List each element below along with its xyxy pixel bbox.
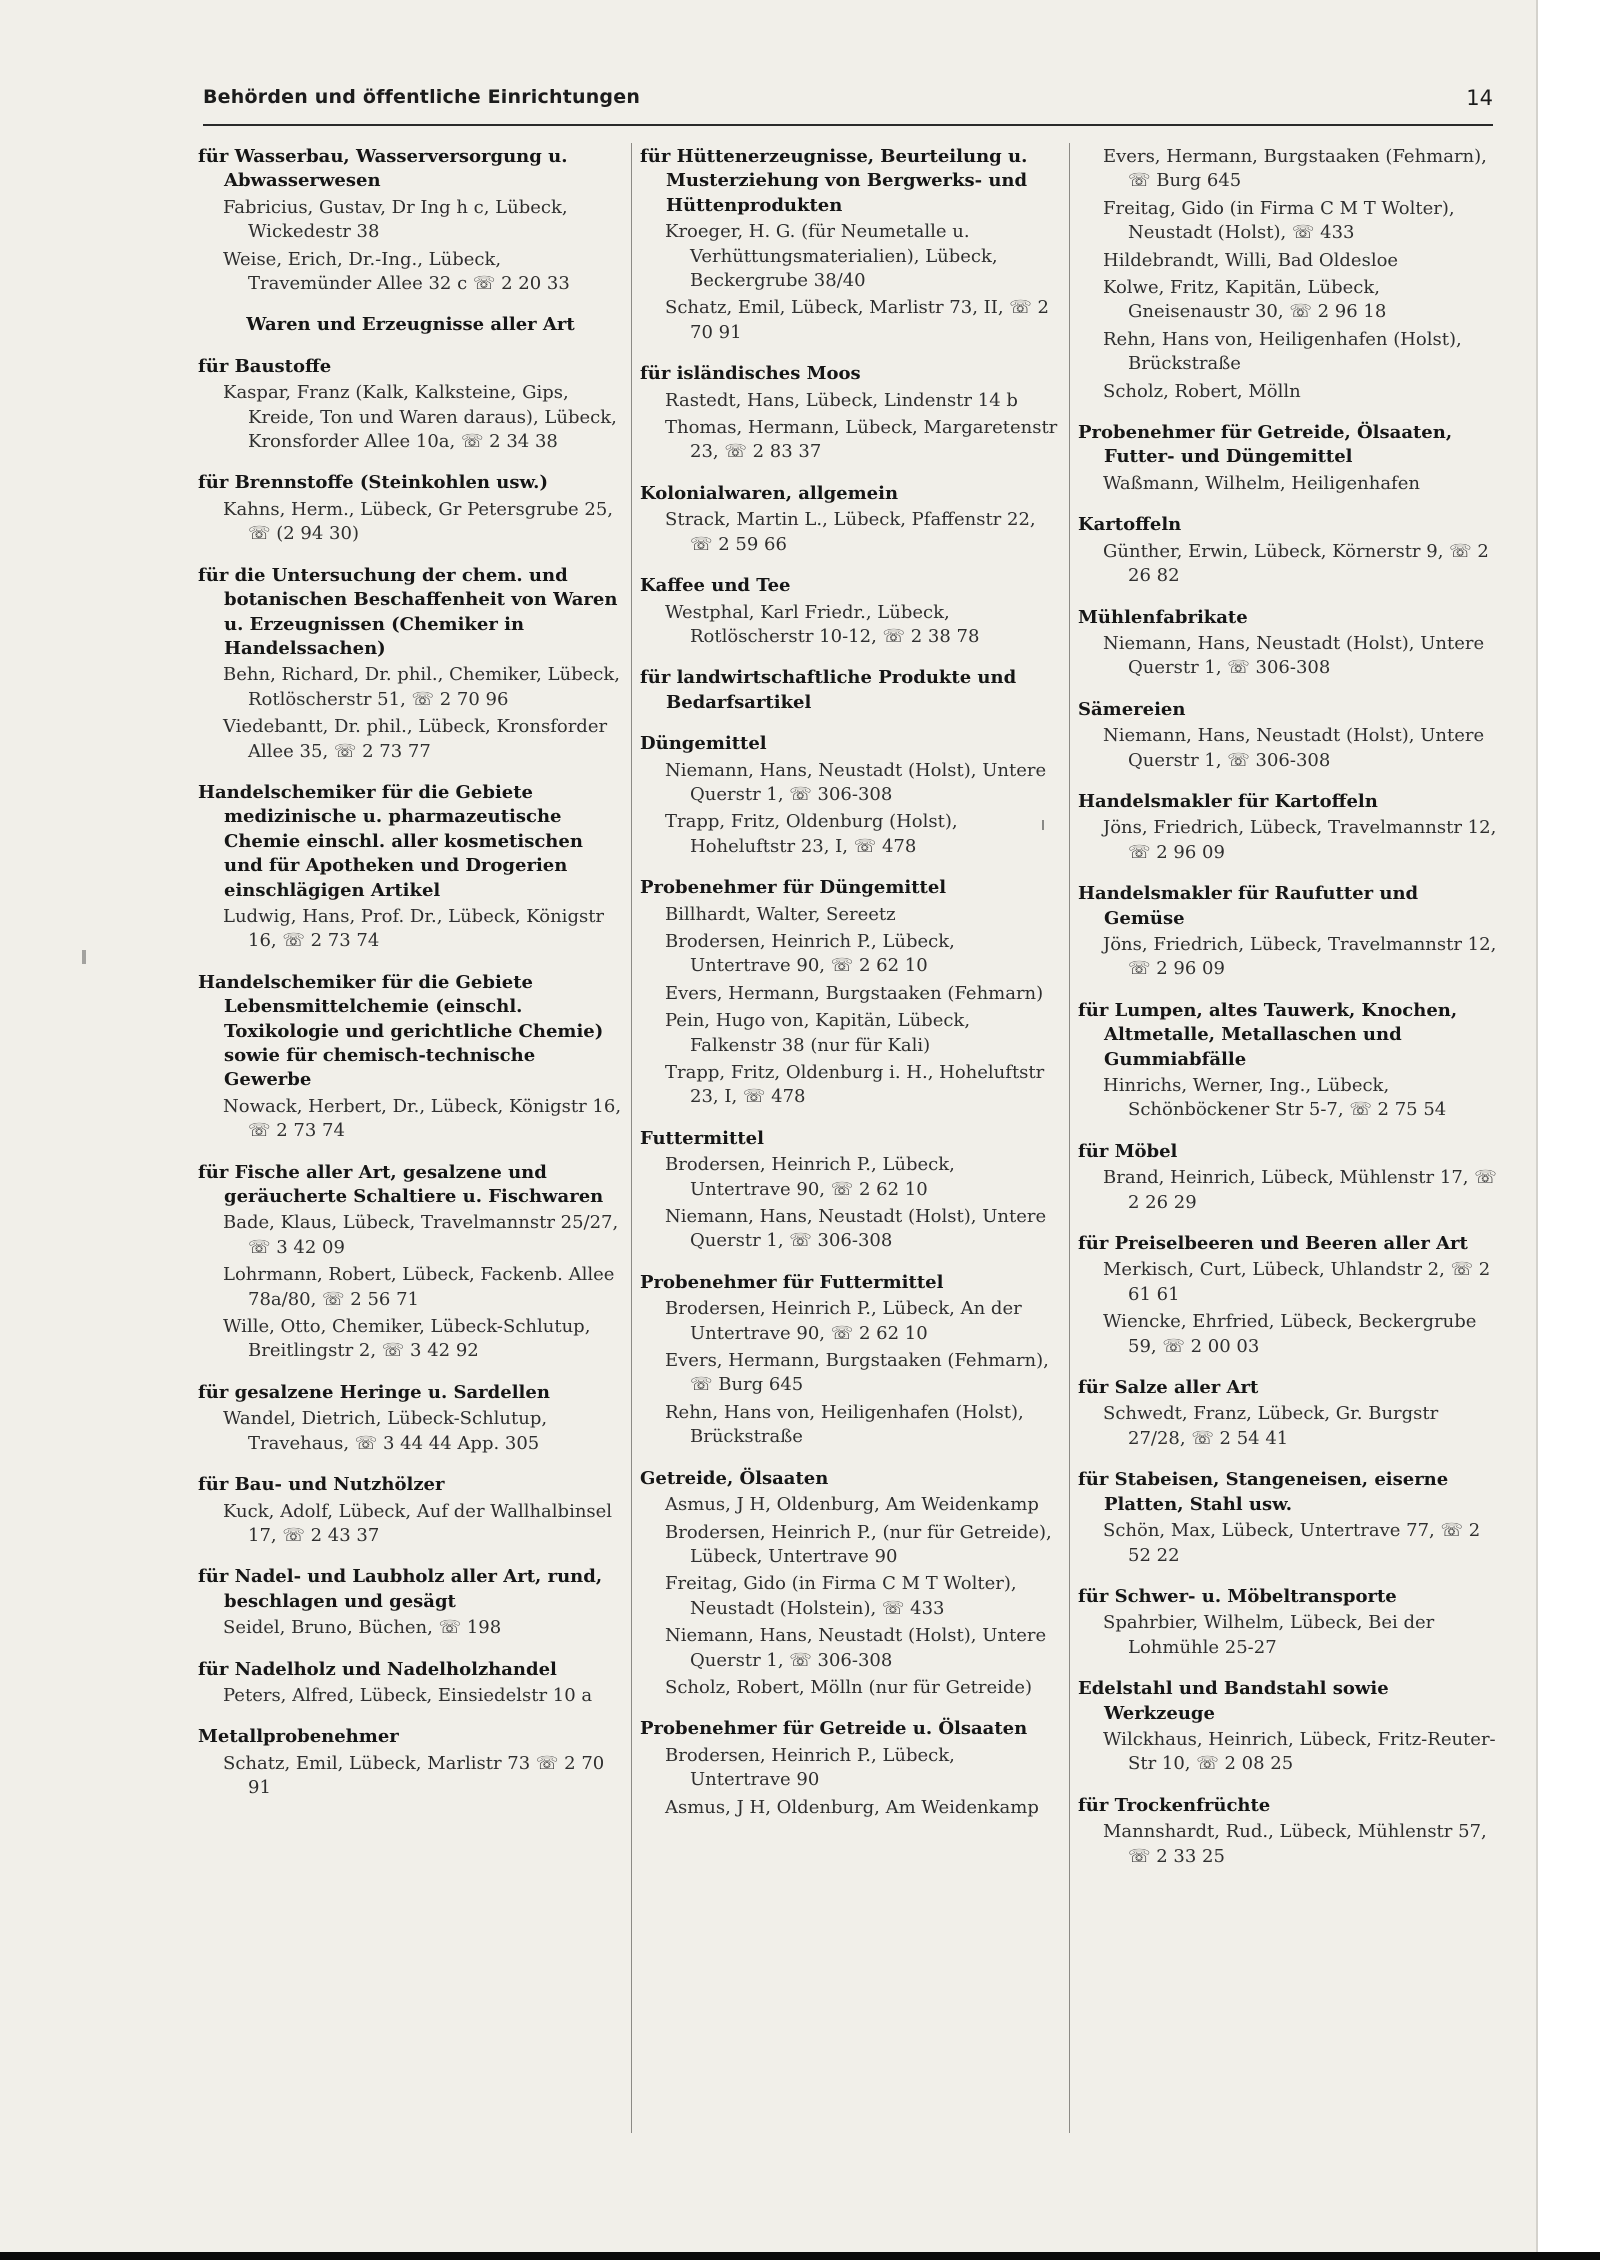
directory-entry: Schatz, Emil, Lübeck, Marlistr 73 ☏ 2 70 91 <box>223 1752 605 1799</box>
directory-entry: Schön, Max, Lübeck, Untertrave 77, ☏ 2 52 22 <box>1103 1520 1481 1566</box>
column-divider <box>1069 143 1070 2133</box>
directory-entry: Evers, Hermann, Burgstaaken (Fehmarn), ☏ Burg 645 <box>665 1350 1049 1396</box>
section-heading: für Fische aller Art, gesalzene und geräucherte Schaltiere u. Fischwaren <box>198 1161 604 1208</box>
page-title: Behörden und öffentliche Einrichtungen <box>203 86 641 108</box>
directory-entry: Hildebrandt, Willi, Bad Oldesloe <box>1103 249 1399 271</box>
directory-section <box>198 1161 623 1364</box>
directory-entry: Asmus, J H, Oldenburg, Am Weidenkamp <box>665 1796 1039 1818</box>
directory-entry: Weise, Erich, Dr.-Ing., Lübeck, Travemünder Allee 32 c ☏ 2 20 33 <box>223 248 570 295</box>
directory-section <box>1078 698 1500 773</box>
directory-entry: Bade, Klaus, Lübeck, Travelmannstr 25/27, ☏ 3 42 09 <box>223 1212 619 1258</box>
directory-entry: Seidel, Bruno, Büchen, ☏ 198 <box>223 1617 502 1639</box>
directory-section <box>198 1658 623 1709</box>
scan-margin-right <box>1538 0 1600 2260</box>
directory-entry: Westphal, Karl Friedr., Lübeck, Rotlöscherstr 10-12, ☏ 2 38 78 <box>665 601 980 647</box>
section-heading: Edelstahl und Bandstahl sowie Werkzeuge <box>1078 1678 1389 1724</box>
directory-entry: Freitag, Gido (in Firma C M T Wolter), Neustadt (Holst), ☏ 433 <box>1103 197 1455 244</box>
directory-entry: Trapp, Fritz, Oldenburg i. H., Hoheluftstr 23, I, ☏ 478 <box>665 1062 1045 1108</box>
directory-section <box>1078 1140 1500 1215</box>
directory-entry: Strack, Martin L., Lübeck, Pfaffenstr 22, ☏ 2 59 66 <box>665 509 1036 555</box>
directory-entry: Viedebantt, Dr. phil., Lübeck, Kronsforder Allee 35, ☏ 2 73 77 <box>223 716 608 762</box>
directory-entry: Spahrbier, Wilhelm, Lübeck, Bei der Lohmühle 25-27 <box>1103 1612 1435 1658</box>
section-heading: Handelschemiker für die Gebiete medizinische u. pharmazeutische Chemie einschl. aller kosmetischen und für Apotheken und Drogerien einschlägigen Artikel <box>198 781 583 901</box>
directory-entry: Brodersen, Heinrich P., Lübeck, Untertrave 90, ☏ 2 62 10 <box>665 1154 955 1200</box>
directory-entry: Kuck, Adolf, Lübeck, Auf der Wallhalbinsel 17, ☏ 2 43 37 <box>223 1500 613 1546</box>
section-heading: Probenehmer für Getreide u. Ölsaaten <box>640 1718 1028 1740</box>
section-heading: für Salze aller Art <box>1078 1377 1259 1399</box>
section-heading: Handelsmakler für Raufutter und Gemüse <box>1078 883 1419 929</box>
directory-section <box>1078 1232 1500 1359</box>
directory-section <box>198 564 623 764</box>
directory-entry: Niemann, Hans, Neustadt (Holst), Untere Querstr 1, ☏ 306-308 <box>1103 725 1485 771</box>
column-3 <box>1078 145 1500 1886</box>
directory-section <box>1078 1794 1500 1869</box>
directory-section <box>1078 999 1500 1123</box>
section-heading: für Brennstoffe (Steinkohlen usw.) <box>198 472 548 494</box>
directory-section <box>198 781 623 954</box>
scan-speck <box>82 950 86 964</box>
directory-entry: Peters, Alfred, Lübeck, Einsiedelstr 10 a <box>223 1684 593 1706</box>
directory-entry: Günther, Erwin, Lübeck, Körnerstr 9, ☏ 2 26 82 <box>1103 540 1489 587</box>
directory-section <box>640 1127 1060 1254</box>
section-heading: Futtermittel <box>640 1127 764 1149</box>
directory-section <box>640 1717 1060 1820</box>
directory-entry: Hinrichs, Werner, Ing., Lübeck, Schönböckener Str 5-7, ☏ 2 75 54 <box>1103 1075 1447 1121</box>
directory-section <box>1078 145 1500 404</box>
directory-section <box>640 876 1060 1110</box>
section-heading: für isländisches Moos <box>640 363 861 385</box>
directory-section <box>1078 882 1500 982</box>
directory-entry: Wille, Otto, Chemiker, Lübeck-Schlutup, Breitlingstr 2, ☏ 3 42 92 <box>223 1316 591 1362</box>
section-heading: für die Untersuchung der chem. und botanischen Beschaffenheit von Waren u. Erzeugnissen (Chemiker in Handelssachen) <box>198 564 618 659</box>
directory-entry: Wandel, Dietrich, Lübeck-Schlutup, Travehaus, ☏ 3 44 44 App. 305 <box>223 1408 548 1454</box>
directory-entry: Brodersen, Heinrich P., Lübeck, An der Untertrave 90, ☏ 2 62 10 <box>665 1298 1022 1344</box>
directory-section <box>198 971 623 1144</box>
scan-margin-bottom <box>0 2252 1600 2260</box>
section-heading: für Nadelholz und Nadelholzhandel <box>198 1658 557 1680</box>
section-heading: für Nadel- und Laubholz aller Art, rund, beschlagen und gesägt <box>198 1566 603 1612</box>
directory-entry: Jöns, Friedrich, Lübeck, Travelmannstr 12, ☏ 2 96 09 <box>1103 933 1497 980</box>
directory-section <box>1078 1585 1500 1660</box>
directory-entry: Billhardt, Walter, Sereetz <box>665 903 896 925</box>
directory-entry: Evers, Hermann, Burgstaaken (Fehmarn), ☏ Burg 645 <box>1103 146 1487 192</box>
section-heading: für Preiselbeeren und Beeren aller Art <box>1078 1233 1468 1255</box>
section-heading: für Wasserbau, Wasserversorgung u. Abwasserwesen <box>198 146 568 192</box>
section-heading: Kolonialwaren, allgemein <box>640 482 899 504</box>
section-heading: Handelschemiker für die Gebiete Lebensmittelchemie (einschl. Toxikologie und gerichtliche Chemie) sowie für chemisch-technische Gewerbe <box>198 971 604 1091</box>
directory-section <box>1078 1677 1500 1777</box>
section-heading: für Hüttenerzeugnisse, Beurteilung u. Musterziehung von Bergwerks- und Hüttenprodukten <box>640 146 1028 216</box>
directory-entry: Fabricius, Gustav, Dr Ing h c, Lübeck, Wickedestr 38 <box>223 196 568 243</box>
directory-section <box>1078 1468 1500 1568</box>
directory-entry: Rehn, Hans von, Heiligenhafen (Holst), Brückstraße <box>665 1401 1024 1448</box>
directory-entry: Merkisch, Curt, Lübeck, Uhlandstr 2, ☏ 2 61 61 <box>1103 1259 1491 1305</box>
section-heading: Handelsmakler für Kartoffeln <box>1078 790 1378 812</box>
directory-section <box>1078 421 1500 496</box>
directory-entry: Behn, Richard, Dr. phil., Chemiker, Lübeck, Rotlöscherstr 51, ☏ 2 70 96 <box>223 664 620 710</box>
directory-entry: Schwedt, Franz, Lübeck, Gr. Burgstr 27/28, ☏ 2 54 41 <box>1103 1403 1439 1449</box>
directory-section <box>198 1725 623 1800</box>
section-heading: Düngemittel <box>640 733 767 755</box>
directory-entry: Brand, Heinrich, Lübeck, Mühlenstr 17, ☏ 2 26 29 <box>1103 1167 1497 1213</box>
directory-section <box>640 1467 1060 1701</box>
directory-section <box>1078 513 1500 588</box>
directory-section <box>198 1565 623 1640</box>
section-heading: Mühlenfabrikate <box>1078 606 1248 628</box>
running-header <box>203 84 1493 120</box>
directory-entry: Wilckhaus, Heinrich, Lübeck, Fritz-Reuter-Str 10, ☏ 2 08 25 <box>1103 1728 1496 1775</box>
directory-section <box>640 482 1060 557</box>
directory-section <box>640 1271 1060 1450</box>
column-2 <box>640 145 1060 1837</box>
directory-section <box>1078 1376 1500 1451</box>
directory-entry: Mannshardt, Rud., Lübeck, Mühlenstr 57, ☏ 2 33 25 <box>1103 1821 1487 1867</box>
header-rule <box>203 124 1493 126</box>
directory-section <box>198 145 623 296</box>
directory-entry: Rastedt, Hans, Lübeck, Lindenstr 14 b <box>665 389 1018 411</box>
directory-entry: Wiencke, Ehrfried, Lübeck, Beckergrube 59, ☏ 2 00 03 <box>1103 1311 1477 1357</box>
section-heading: für Lumpen, altes Tauwerk, Knochen, Altmetalle, Metallaschen und Gummiabfälle <box>1078 999 1458 1070</box>
directory-entry: Kaspar, Franz (Kalk, Kalksteine, Gips, Kreide, Ton und Waren daraus), Lübeck, Kronsforder Allee 10a, ☏ 2 34 38 <box>223 382 617 453</box>
directory-entry: Nowack, Herbert, Dr., Lübeck, Königstr 16, ☏ 2 73 74 <box>223 1095 622 1142</box>
directory-section <box>198 355 623 455</box>
directory-entry: Scholz, Robert, Mölln <box>1103 380 1301 402</box>
section-heading: für Möbel <box>1078 1140 1178 1162</box>
directory-section <box>640 145 1060 345</box>
directory-entry: Brodersen, Heinrich P., Lübeck, Untertrave 90, ☏ 2 62 10 <box>665 930 955 977</box>
page-number: 14 <box>1466 86 1493 110</box>
section-heading: Waren und Erzeugnisse aller Art <box>246 314 575 336</box>
directory-entry: Lohrmann, Robert, Lübeck, Fackenb. Allee 78a/80, ☏ 2 56 71 <box>223 1264 615 1310</box>
directory-entry: Scholz, Robert, Mölln (nur für Getreide) <box>665 1676 1033 1698</box>
section-heading: Kaffee und Tee <box>640 575 791 597</box>
directory-section <box>640 666 1060 715</box>
directory-entry: Rehn, Hans von, Heiligenhafen (Holst), Brückstraße <box>1103 328 1462 375</box>
section-heading: Probenehmer für Getreide, Ölsaaten, Futter- und Düngemittel <box>1078 422 1453 468</box>
directory-entry: Trapp, Fritz, Oldenburg (Holst), Hoheluftstr 23, I, ☏ 478 <box>665 811 958 857</box>
directory-entry: Waßmann, Wilhelm, Heiligenhafen <box>1103 472 1420 494</box>
directory-entry: Niemann, Hans, Neustadt (Holst), Untere Querstr 1, ☏ 306-308 <box>665 759 1047 805</box>
section-heading: Getreide, Ölsaaten <box>640 1467 829 1489</box>
directory-entry: Brodersen, Heinrich P., Lübeck, Untertrave 90 <box>665 1744 955 1791</box>
section-heading: Probenehmer für Düngemittel <box>640 877 947 899</box>
directory-entry: Asmus, J H, Oldenburg, Am Weidenkamp <box>665 1494 1039 1516</box>
directory-entry: Brodersen, Heinrich P., (nur für Getreide), Lübeck, Untertrave 90 <box>665 1521 1052 1567</box>
directory-section <box>640 362 1060 465</box>
section-heading: für Stabeisen, Stangeneisen, eiserne Platten, Stahl usw. <box>1078 1469 1449 1515</box>
directory-entry: Thomas, Hermann, Lübeck, Margaretenstr 23, ☏ 2 83 37 <box>665 417 1058 463</box>
section-heading: für Baustoffe <box>198 355 332 377</box>
directory-entry: Kahns, Herm., Lübeck, Gr Petersgrube 25, ☏ (2 94 30) <box>223 498 614 545</box>
directory-entry: Niemann, Hans, Neustadt (Holst), Untere Querstr 1, ☏ 306-308 <box>665 1206 1047 1252</box>
directory-entry: Jöns, Friedrich, Lübeck, Travelmannstr 12, ☏ 2 96 09 <box>1103 817 1497 863</box>
directory-entry: Ludwig, Hans, Prof. Dr., Lübeck, Königstr 16, ☏ 2 73 74 <box>223 905 605 952</box>
section-heading: für Schwer- u. Möbeltransporte <box>1078 1585 1397 1607</box>
directory-section <box>640 574 1060 649</box>
directory-entry: Pein, Hugo von, Kapitän, Lübeck, Falkenstr 38 (nur für Kali) <box>665 1010 971 1056</box>
section-heading: für Trockenfrüchte <box>1078 1794 1271 1816</box>
directory-entry: Kolwe, Fritz, Kapitän, Lübeck, Gneisenaustr 30, ☏ 2 96 18 <box>1103 277 1387 323</box>
section-heading: für Bau- und Nutzhölzer <box>198 1474 445 1496</box>
directory-section <box>198 1381 623 1456</box>
directory-entry: Niemann, Hans, Neustadt (Holst), Untere Querstr 1, ☏ 306-308 <box>1103 632 1485 679</box>
directory-section <box>198 313 623 337</box>
column-1 <box>198 145 623 1818</box>
directory-section <box>640 732 1060 859</box>
section-heading: für landwirtschaftliche Produkte und Bedarfsartikel <box>640 667 1017 713</box>
directory-entry: Freitag, Gido (in Firma C M T Wolter), Neustadt (Holstein), ☏ 433 <box>665 1573 1017 1619</box>
directory-entry: Niemann, Hans, Neustadt (Holst), Untere Querstr 1, ☏ 306-308 <box>665 1625 1047 1671</box>
section-heading: Sämereien <box>1078 698 1186 720</box>
directory-entry: Schatz, Emil, Lübeck, Marlistr 73, II, ☏ 2 70 91 <box>665 297 1049 343</box>
directory-section <box>1078 606 1500 681</box>
directory-entry: Evers, Hermann, Burgstaaken (Fehmarn) <box>665 982 1044 1004</box>
column-divider <box>631 143 632 2133</box>
directory-section <box>1078 790 1500 865</box>
directory-section <box>198 471 623 546</box>
directory-section <box>198 1473 623 1548</box>
section-heading: Kartoffeln <box>1078 514 1182 536</box>
directory-entry: Kroeger, H. G. (für Neumetalle u. Verhüttungsmaterialien), Lübeck, Beckergrube 38/40 <box>665 221 998 292</box>
section-heading: Metallprobenehmer <box>198 1726 399 1748</box>
section-heading: Probenehmer für Futtermittel <box>640 1271 944 1293</box>
section-heading: für gesalzene Heringe u. Sardellen <box>198 1381 550 1403</box>
